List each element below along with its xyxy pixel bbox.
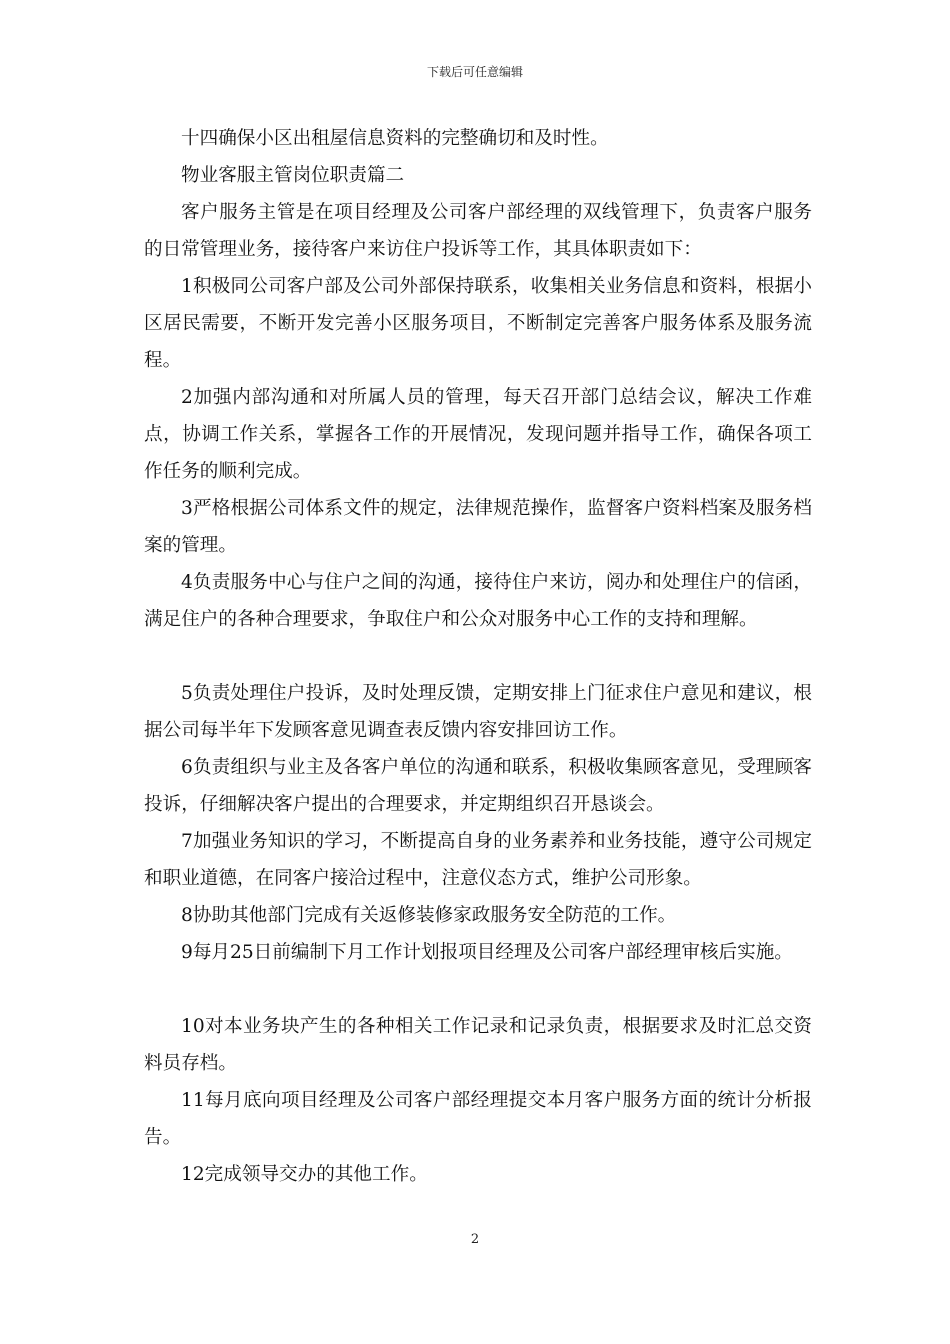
paragraph-1: 十四确保小区出租屋信息资料的完整确切和及时性。 (181, 128, 609, 149)
section-heading: 物业客服主管岗位职责篇二 (181, 165, 405, 186)
duty-item-7: 7加强业务知识的学习，不断提高自身的业务素养和业务技能，遵守公司规定和职业道德，在同客户接洽过程中，注意仪态方式，维护公司形象。 (144, 831, 812, 889)
duty-item-3: 3严格根据公司体系文件的规定，法律规范操作，监督客户资料档案及服务档案的管理。 (144, 498, 812, 556)
page-number: 2 (470, 1232, 480, 1247)
document-body (144, 120, 812, 1193)
duty-item-11: 11每月底向项目经理及公司客户部经理提交本月客户服务方面的统计分析报告。 (144, 1090, 812, 1148)
duty-item-8: 8协助其他部门完成有关返修装修家政服务安全防范的工作。 (181, 905, 677, 926)
duty-item-6: 6负责组织与业主及各客户单位的沟通和联系，积极收集顾客意见，受理顾客投诉，仔细解决客户提出的合理要求，并定期组织召开恳谈会。 (144, 757, 812, 815)
blank-line (144, 971, 812, 1008)
page-header: 下载后可任意编辑 (426, 65, 523, 79)
duty-item-1: 1积极同公司客户部及公司外部保持联系，收集相关业务信息和资料，根据小区居民需要，不断开发完善小区服务项目，不断制定完善客户服务体系及服务流程。 (144, 276, 812, 371)
duty-item-5: 5负责处理住户投诉，及时处理反馈，定期安排上门征求住户意见和建议，根据公司每半年下发顾客意见调查表反馈内容安排回访工作。 (144, 683, 812, 741)
duty-item-2: 2加强内部沟通和对所属人员的管理，每天召开部门总结会议，解决工作难点，协调工作关系，掌握各工作的开展情况，发现问题并指导工作，确保各项工作任务的顺利完成。 (144, 387, 812, 482)
blank-line (144, 638, 812, 675)
duty-item-10: 10对本业务块产生的各种相关工作记录和记录负责，根据要求及时汇总交资料员存档。 (144, 1016, 812, 1074)
paragraph-intro: 客户服务主管是在项目经理及公司客户部经理的双线管理下，负责客户服务的日常管理业务，接待客户来访住户投诉等工作，其具体职责如下： (144, 202, 812, 260)
duty-item-4: 4负责服务中心与住户之间的沟通，接待住户来访，阅办和处理住户的信函，满足住户的各种合理要求，争取住户和公众对服务中心工作的支持和理解。 (144, 572, 812, 630)
duty-item-12: 12完成领导交办的其他工作。 (181, 1164, 428, 1185)
duty-item-9: 9每月25日前编制下月工作计划报项目经理及公司客户部经理审核后实施。 (181, 942, 793, 963)
